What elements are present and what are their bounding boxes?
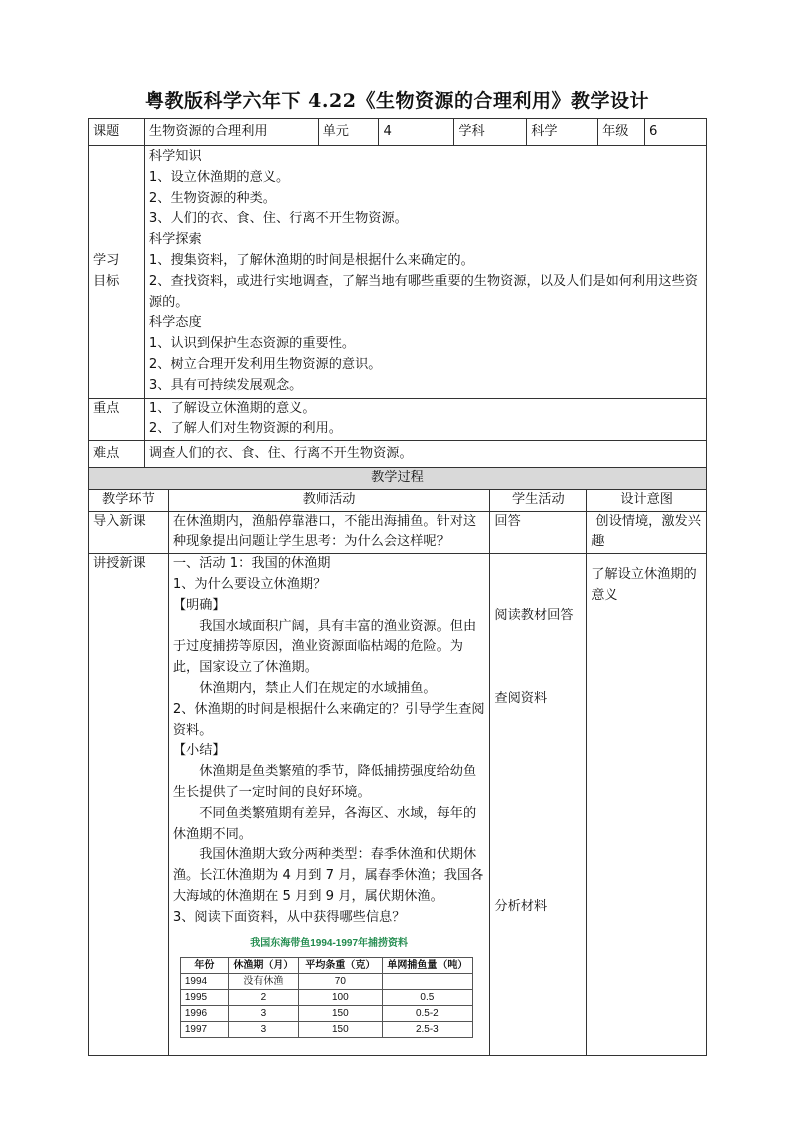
paragraph: 我国休渔期大致分两种类型：春季休渔和伏期休渔。长江休渔期为 4 月到 7 月，属春季休渔；我国各大海域的休渔期在 5 月到 9 月，属伏期休渔。 [172,847,484,904]
fishing-cell: 1994 [180,973,228,989]
student-activity: 查阅资料 [494,690,548,706]
fishing-cell [382,973,472,989]
objective-line: 1、设立休渔期的意义。 [148,169,290,185]
column-header-row [89,489,707,511]
fishing-table-title: 我国东海带鱼1994-1997年捕捞资料 [250,937,409,949]
column-header: 学生活动 [490,489,587,511]
lecture-row [89,554,707,1056]
difficulty-label: 难点 [89,441,145,468]
intro-student: 回答 [490,511,587,554]
question-1: 1、为什么要设立休渔期？ [172,576,327,592]
difficulty-content: 调查人们的衣、食、住、行离不开生物资源。 [144,441,706,468]
column-header: 教师活动 [168,489,490,511]
fishing-cell: 没有休渔 [228,973,298,989]
lesson-info-table [88,118,707,468]
topic-label: 课题 [89,119,145,146]
objective-line: 2、查找资料，或进行实地调查，了解当地有哪些重要的生物资源，以及人们是如何利用这些资源的。 [148,273,698,310]
fishing-header-row [180,957,472,973]
paragraph: 休渔期内，禁止人们在规定的水域捕鱼。 [199,680,437,696]
objective-line: 2、树立合理开发利用生物资源的意识。 [148,356,382,372]
fishing-cell: 1995 [180,989,228,1005]
fishing-cell: 3 [228,1021,298,1037]
fishing-data-table [180,957,473,1038]
objective-line: 科学态度 [148,315,202,331]
fishing-cell: 3 [228,1005,298,1021]
student-activity: 阅读教材回答 [494,608,574,624]
objective-line: 1、搜集资料，了解休渔期的时间是根据什么来确定的。 [148,252,474,268]
difficulty-row [89,441,707,468]
fishing-header-cell: 平均条重（克） [298,957,382,973]
column-header: 教学环节 [89,489,169,511]
fishing-header-cell: 年份 [180,957,228,973]
fishing-cell: 0.5 [382,989,472,1005]
fishing-header-cell: 休渔期（月） [228,957,298,973]
lecture-intent [587,554,707,1056]
fishing-cell: 2.5-3 [382,1021,472,1037]
subject-value: 科学 [527,119,598,146]
objective-line: 科学知识 [148,149,202,164]
fishing-cell: 100 [298,989,382,1005]
grade-value: 6 [645,119,707,146]
fishing-cell: 1997 [180,1021,228,1037]
fishing-row [180,1005,472,1021]
intro-teacher: 在休渔期内，渔船停靠港口，不能出海捕鱼。针对这种现象提出问题让学生思考：为什么会这样呢？ [168,511,490,554]
process-header: 教学过程 [89,468,707,490]
question-3: 3、阅读下面资料，从中获得哪些信息？ [172,909,406,925]
activity-heading: 一、活动 1：我国的休渔期 [172,556,331,572]
objective-line: 1、认识到保护生态资源的重要性。 [148,336,356,352]
objectives-label-line: 目标 [93,273,120,289]
key-points-label: 重点 [89,398,145,441]
fishing-cell: 150 [298,1021,382,1037]
topic-value: 生物资源的合理利用 [144,119,318,146]
objectives-label [89,146,145,399]
fishing-row [180,989,472,1005]
objectives-content [144,146,706,399]
objective-line: 3、具有可持续发展观念。 [148,377,303,393]
intent-text: 了解设立休渔期的意义 [591,567,697,603]
clarify-label: 【明确】 [172,597,226,613]
fishing-cell: 2 [228,989,298,1005]
intro-stage: 导入新课 [89,511,169,554]
fishing-row [180,1021,472,1037]
key-point-line: 1、了解设立休渔期的意义。 [148,400,316,416]
process-header-row [89,468,707,490]
key-points-content [144,398,706,441]
key-points-row [89,398,707,441]
lecture-teacher [168,554,490,1056]
fishing-header-cell: 单网捕鱼量（吨） [382,957,472,973]
key-point-line: 2、了解人们对生物资源的利用。 [148,421,342,437]
summary-label: 【小结】 [172,743,226,759]
intro-row [89,511,707,554]
lecture-student [490,554,587,1056]
fishing-cell: 1996 [180,1005,228,1021]
unit-value: 4 [379,119,454,146]
fishing-cell: 70 [298,973,382,989]
intro-intent: 创设情境，激发兴趣 [587,511,707,554]
grade-label: 年级 [598,119,645,146]
question-2: 2、休渔期的时间是根据什么来确定的？引导学生查阅资料。 [172,701,485,738]
page-title: 粤教版科学六年下 4.22《生物资源的合理利用》教学设计 [145,90,649,112]
objectives-label-line: 学习 [93,252,120,268]
info-row [89,119,707,146]
objective-line: 2、生物资源的种类。 [148,190,276,206]
objectives-row [89,146,707,399]
paragraph: 休渔期是鱼类繁殖的季节，降低捕捞强度给幼鱼生长提供了一定时间的良好环境。 [172,764,477,800]
paragraph: 我国水域面积广阔，具有丰富的渔业资源。但由于过度捕捞等原因，渔业资源面临枯竭的危险。为此，国家设立了休渔期。 [172,618,477,676]
fishing-cell: 0.5-2 [382,1005,472,1021]
column-header: 设计意图 [587,489,707,511]
unit-label: 单元 [318,119,379,146]
fishing-cell: 150 [298,1005,382,1021]
student-activity: 分析材料 [494,898,548,914]
teaching-process-table [88,467,707,1056]
lecture-stage: 讲授新课 [89,554,169,1056]
objective-line: 科学探索 [148,232,202,248]
fishing-row [180,973,472,989]
paragraph: 不同鱼类繁殖期有差异，各海区、水域，每年的休渔期不同。 [172,805,477,842]
objective-line: 3、人们的衣、食、住、行离不开生物资源。 [148,211,408,227]
subject-label: 学科 [454,119,527,146]
